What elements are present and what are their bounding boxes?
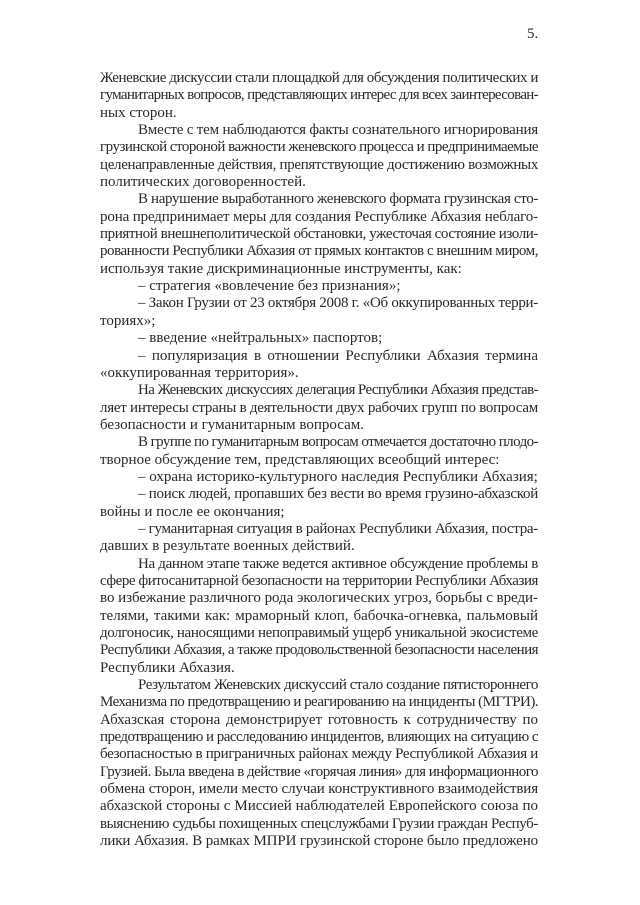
text-line: «оккупированная территория». — [100, 364, 299, 381]
text-line: целенаправленные действия, препятствующие достижению возможных — [100, 156, 538, 173]
text-line: грузинской стороной важности женевского процесса и предпринимаемые — [100, 139, 538, 156]
text-line: долгоносик, наносящими непоправимый ущерб уникальной экосистеме — [100, 625, 538, 641]
text-line: войны и после ее окончания; — [100, 503, 285, 520]
text-line: предотвращению и расследованию инцидентов, влияющих на ситуацию с — [100, 729, 538, 746]
text-line: Абхазская сторона демонстрирует готовность к сотрудничеству по — [100, 711, 538, 728]
text-line: ториях»; — [100, 312, 156, 329]
text-line: Вместе с тем наблюдаются факты сознательного игнорирования — [138, 122, 538, 139]
text-line: Результатом Женевских дискуссий стало создание пятистороннего — [138, 677, 538, 694]
text-line: сфере фитосанитарной безопасности на территории Республики Абхазия — [100, 572, 538, 589]
text-line: – Закон Грузии от 23 октября 2008 г. «Об оккупированных терри- — [138, 295, 538, 312]
text-line: На Женевских дискуссиях делегация Республики Абхазия представ- — [138, 382, 538, 399]
text-line: – введение «нейтральных» паспортов; — [138, 330, 383, 347]
text-line: В группе по гуманитарным вопросам отмечается достаточно плодо- — [138, 434, 538, 451]
text-line: – стратегия «вовлечение без признания»; — [138, 278, 401, 295]
text-line: телями, такими как: мраморный клоп, бабочка-огневка, пальмовый — [100, 607, 538, 624]
text-line: Республики Абхазия. — [100, 659, 235, 676]
text-line: Женевские дискуссии стали площадкой для обсуждения политических и — [100, 70, 538, 86]
text-line: – гуманитарная ситуация в районах Республики Абхазия, постра- — [138, 520, 538, 537]
text-line: Механизма по предотвращению и реагированию на инциденты (МГТРИ). — [100, 694, 538, 711]
text-line: – популяризация в отношении Республики Абхазия термина — [138, 347, 538, 364]
text-line: На данном этапе также ведется активное обсуждение проблемы в — [138, 555, 539, 572]
text-line: обмена сторон, имели место случаи конструктивного взаимодействия — [100, 781, 538, 798]
text-line: давших в результате военных действий. — [100, 538, 355, 555]
text-line: приятной внешнеполитической обстановки, ужесточая состояние изоли- — [100, 226, 538, 243]
text-line: выяснению судьбы похищенных спецслужбами Грузии граждан Респуб- — [100, 815, 538, 832]
text-line: рованности Республики Абхазия от прямых контактов с внешним миром, — [100, 243, 538, 260]
text-line: безопасностью в приграничных районах между Республикой Абхазия и — [100, 746, 538, 763]
page-number: 5. — [527, 26, 539, 42]
text-line: во избежание различного рода экологических угроз, борьбы с вреди- — [100, 590, 538, 607]
text-line: ляет интересы страны в деятельности двух рабочих групп по вопросам — [100, 399, 538, 416]
text-line: творное обсуждение тем, представляющих всеобщий интерес: — [100, 451, 500, 468]
text-line: – поиск людей, пропавших без вести во время грузино-абхазской — [138, 486, 538, 503]
document-body — [100, 70, 538, 850]
text-line: ных сторон. — [100, 104, 177, 121]
text-line: используя такие дискриминационные инструменты, как: — [100, 260, 462, 277]
text-line: абхазской стороны с Миссией наблюдателей Европейского союза по — [100, 798, 538, 815]
text-line: безопасности и гуманитарным вопросам. — [100, 416, 365, 433]
text-line: политических договоренностей. — [100, 174, 306, 191]
text-line: рона предпринимает меры для создания Республике Абхазия неблаго- — [100, 208, 538, 225]
text-line: гуманитарных вопросов, представляющих интерес для всех заинтересован- — [100, 87, 538, 104]
text-line: Грузией. Была введена в действие «горячая линия» для информационного — [100, 763, 538, 780]
text-line: Республики Абхазия, а также продовольственной безопасности населения — [100, 642, 538, 659]
text-line: В нарушение выработанного женевского формата грузинская сто- — [138, 191, 538, 208]
text-line: лики Абхазия. В рамках МПРИ грузинской стороне было предложено — [100, 833, 538, 850]
text-line: – охрана историко-культурного наследия Республики Абхазия; — [138, 468, 538, 485]
